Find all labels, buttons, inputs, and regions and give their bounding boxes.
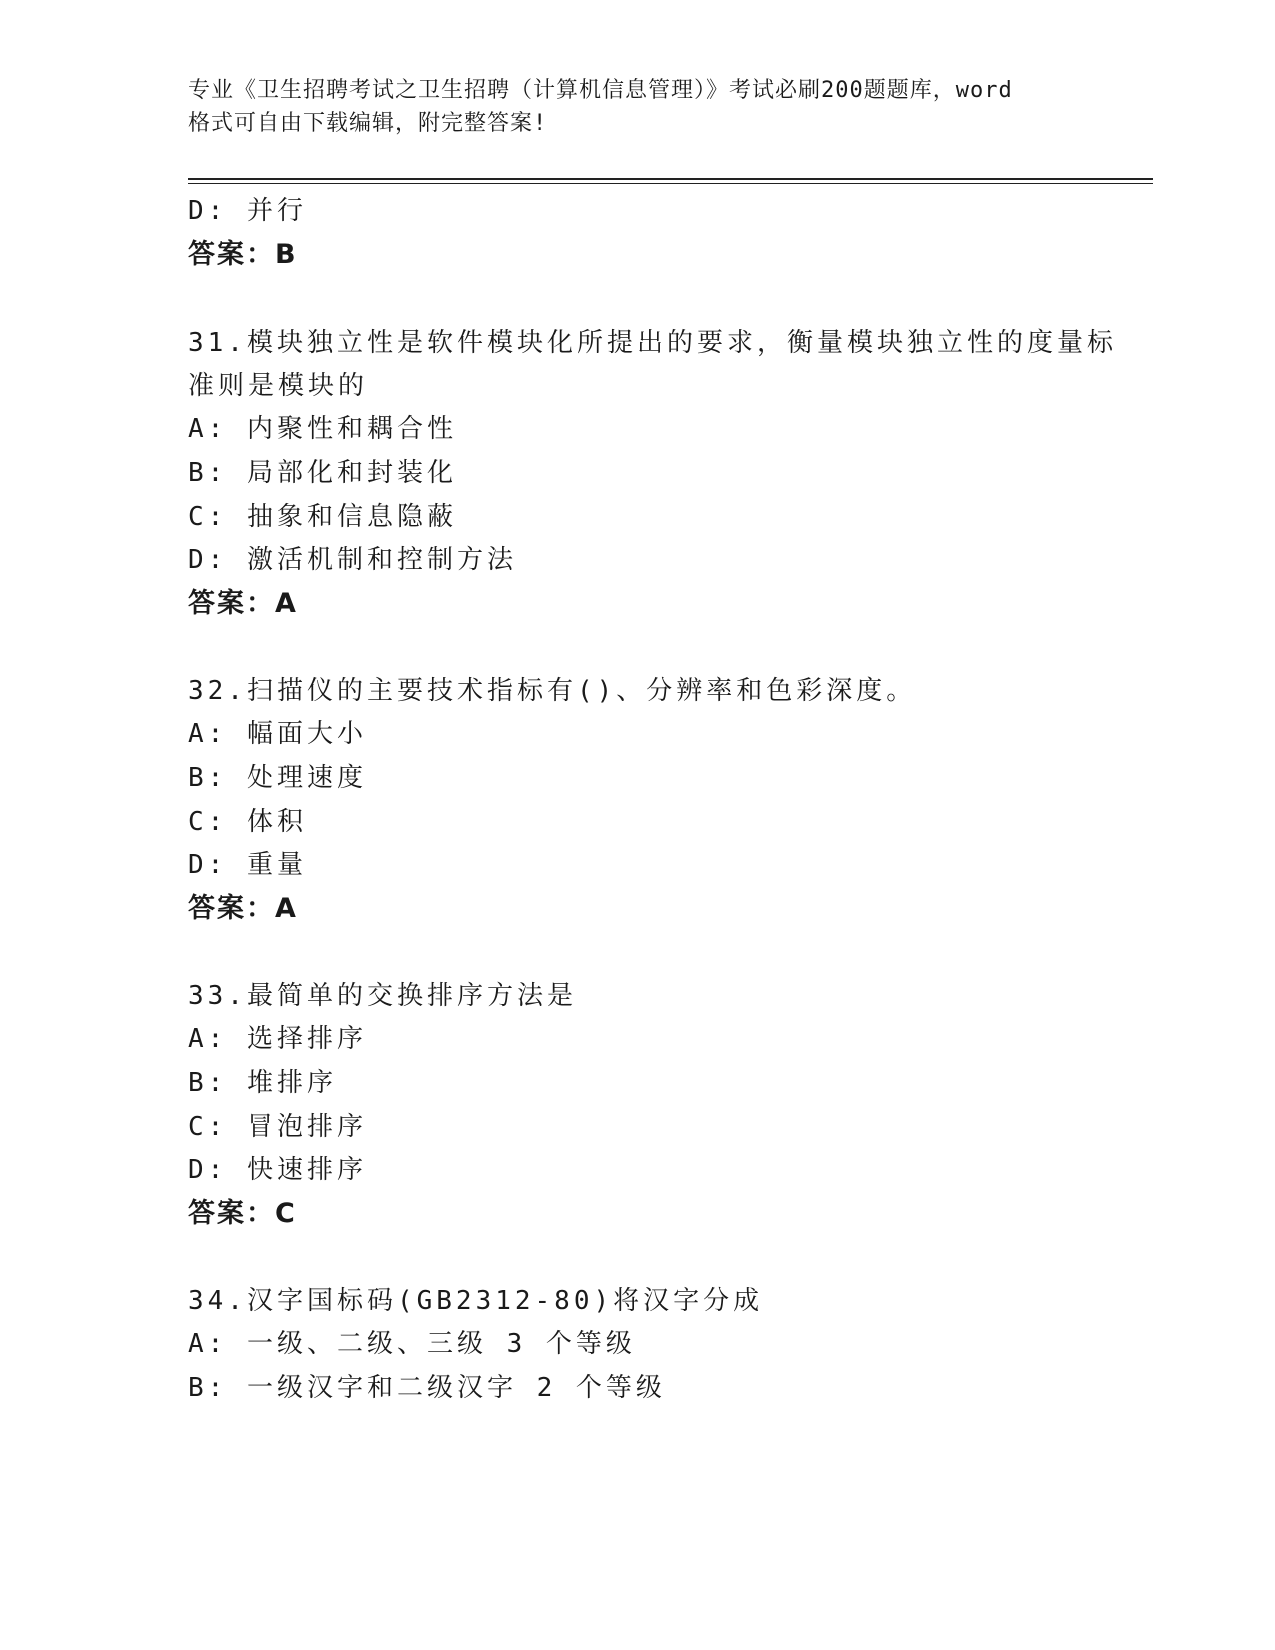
question-33-option-d: D: 快速排序 xyxy=(188,1155,367,1185)
question-33-stem: 33.最简单的交换排序方法是 xyxy=(188,981,577,1011)
question-33-option-a: A: 选择排序 xyxy=(188,1024,367,1054)
question-33-answer: 答案：C xyxy=(188,1198,297,1229)
answer: 答案：B xyxy=(188,239,298,270)
question-34-stem: 34.汉字国标码(GB2312-80)将汉字分成 xyxy=(188,1286,764,1316)
question-33-option-b: B: 堆排序 xyxy=(188,1068,337,1098)
question-31-option-b: B: 局部化和封装化 xyxy=(188,458,457,488)
question-34-option-a: A: 一级、二级、三级 3 个等级 xyxy=(188,1329,636,1359)
question-32-option-b: B: 处理速度 xyxy=(188,763,367,793)
header-divider-thin xyxy=(188,183,1153,184)
question-34-option-b: B: 一级汉字和二级汉字 2 个等级 xyxy=(188,1373,666,1403)
question-31-answer: 答案：A xyxy=(188,588,298,619)
question-32-answer: 答案：A xyxy=(188,893,298,924)
question-31-stem-line-2: 准则是模块的 xyxy=(188,371,369,401)
question-33-option-c: C: 冒泡排序 xyxy=(188,1112,367,1142)
question-32-stem: 32.扫描仪的主要技术指标有()、分辨率和色彩深度。 xyxy=(188,676,917,706)
question-31-option-a: A: 内聚性和耦合性 xyxy=(188,414,457,444)
header-line-1: 专业《卫生招聘考试之卫生招聘（计算机信息管理）》考试必刷200题题库，word xyxy=(188,78,1013,103)
question-31-option-c: C: 抽象和信息隐蔽 xyxy=(188,502,457,532)
question-31-stem-line-1: 31.模块独立性是软件模块化所提出的要求，衡量模块独立性的度量标 xyxy=(188,328,1117,358)
page-header xyxy=(188,74,1088,140)
question-31-option-d: D: 激活机制和控制方法 xyxy=(188,545,517,575)
header-line-2: 格式可自由下载编辑，附完整答案! xyxy=(188,111,548,136)
header-divider xyxy=(188,178,1153,180)
question-32-option-c: C: 体积 xyxy=(188,807,307,837)
option-d: D: 并行 xyxy=(188,196,307,226)
question-32-option-a: A: 幅面大小 xyxy=(188,719,367,749)
question-32-option-d: D: 重量 xyxy=(188,850,307,880)
